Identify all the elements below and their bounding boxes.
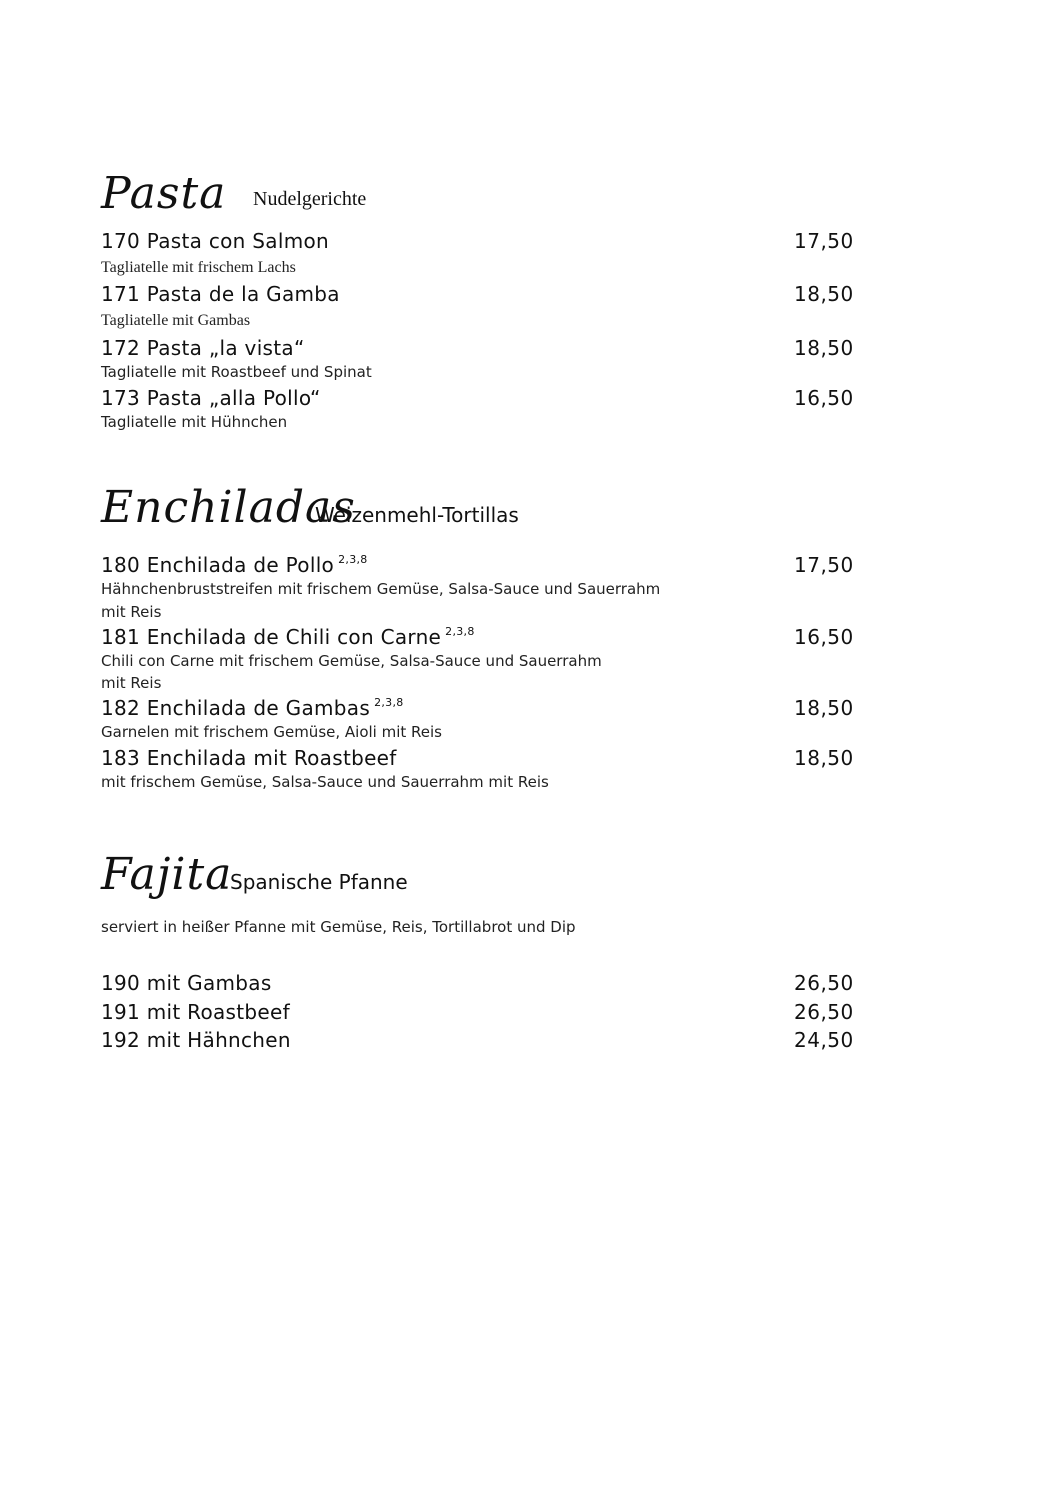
menu-item-name: 183 Enchilada mit Roastbeef — [101, 746, 397, 770]
enchiladas-subtitle: Weizenmehl-Tortillas — [315, 503, 519, 527]
menu-item-name: 192 mit Hähnchen — [101, 1028, 291, 1052]
menu-item-description: Tagliatelle mit Roastbeef und Spinat — [101, 363, 372, 381]
allergen-note: 2,3,8 — [338, 553, 368, 566]
menu-item-name: 191 mit Roastbeef — [101, 1000, 290, 1024]
menu-item-price: 16,50 — [794, 625, 854, 649]
fajita-title: Fajita — [101, 849, 233, 900]
enchiladas-title: Enchiladas — [101, 482, 356, 533]
menu-item-description: Tagliatelle mit Hühnchen — [101, 413, 288, 431]
menu-item-description: Garnelen mit frischem Gemüse, Aioli mit Reis — [101, 723, 442, 741]
menu-item-description-line2: mit Reis — [101, 674, 162, 692]
pasta-subtitle: Nudelgerichte — [253, 188, 367, 210]
menu-item-name-text: 182 Enchilada de Gambas — [101, 696, 371, 720]
menu-item-name: 171 Pasta de la Gamba — [101, 282, 340, 306]
menu-item-name — [101, 625, 475, 649]
menu-item-description: Tagliatelle mit frischem Lachs — [101, 259, 296, 276]
menu-item-price: 18,50 — [794, 282, 854, 306]
fajita-intro: serviert in heißer Pfanne mit Gemüse, Reis, Tortillabrot und Dip — [101, 918, 576, 936]
menu-item-price: 17,50 — [794, 229, 854, 253]
menu-item-price: 16,50 — [794, 386, 854, 410]
menu-item-price: 24,50 — [794, 1028, 854, 1052]
menu-item-price: 18,50 — [794, 696, 854, 720]
menu-item-name: 173 Pasta „alla Pollo“ — [101, 386, 321, 410]
allergen-note: 2,3,8 — [374, 696, 404, 709]
menu-item-price: 18,50 — [794, 746, 854, 770]
menu-item-price: 26,50 — [794, 971, 854, 995]
menu-item-price: 26,50 — [794, 1000, 854, 1024]
fajita-subtitle: Spanische Pfanne — [230, 870, 408, 894]
menu-item-name — [101, 696, 404, 720]
menu-item-price: 17,50 — [794, 553, 854, 577]
menu-item-name-text: 180 Enchilada de Pollo — [101, 553, 335, 577]
allergen-note: 2,3,8 — [445, 625, 475, 638]
menu-item-description: Hähnchenbruststreifen mit frischem Gemüse, Salsa-Sauce und Sauerrahm — [101, 580, 661, 598]
menu-item-description-line2: mit Reis — [101, 603, 162, 621]
menu-item-description: Tagliatelle mit Gambas — [101, 312, 251, 329]
menu-item-name: 170 Pasta con Salmon — [101, 229, 329, 253]
menu-item-description: mit frischem Gemüse, Salsa-Sauce und Sauerrahm mit Reis — [101, 773, 549, 791]
menu-item-name-text: 181 Enchilada de Chili con Carne — [101, 625, 442, 649]
menu-item-name: 172 Pasta „la vista“ — [101, 336, 305, 360]
menu-item-price: 18,50 — [794, 336, 854, 360]
menu-item-name — [101, 553, 368, 577]
pasta-title: Pasta — [101, 168, 227, 219]
menu-item-description: Chili con Carne mit frischem Gemüse, Salsa-Sauce und Sauerrahm — [101, 652, 602, 670]
menu-item-name: 190 mit Gambas — [101, 971, 272, 995]
